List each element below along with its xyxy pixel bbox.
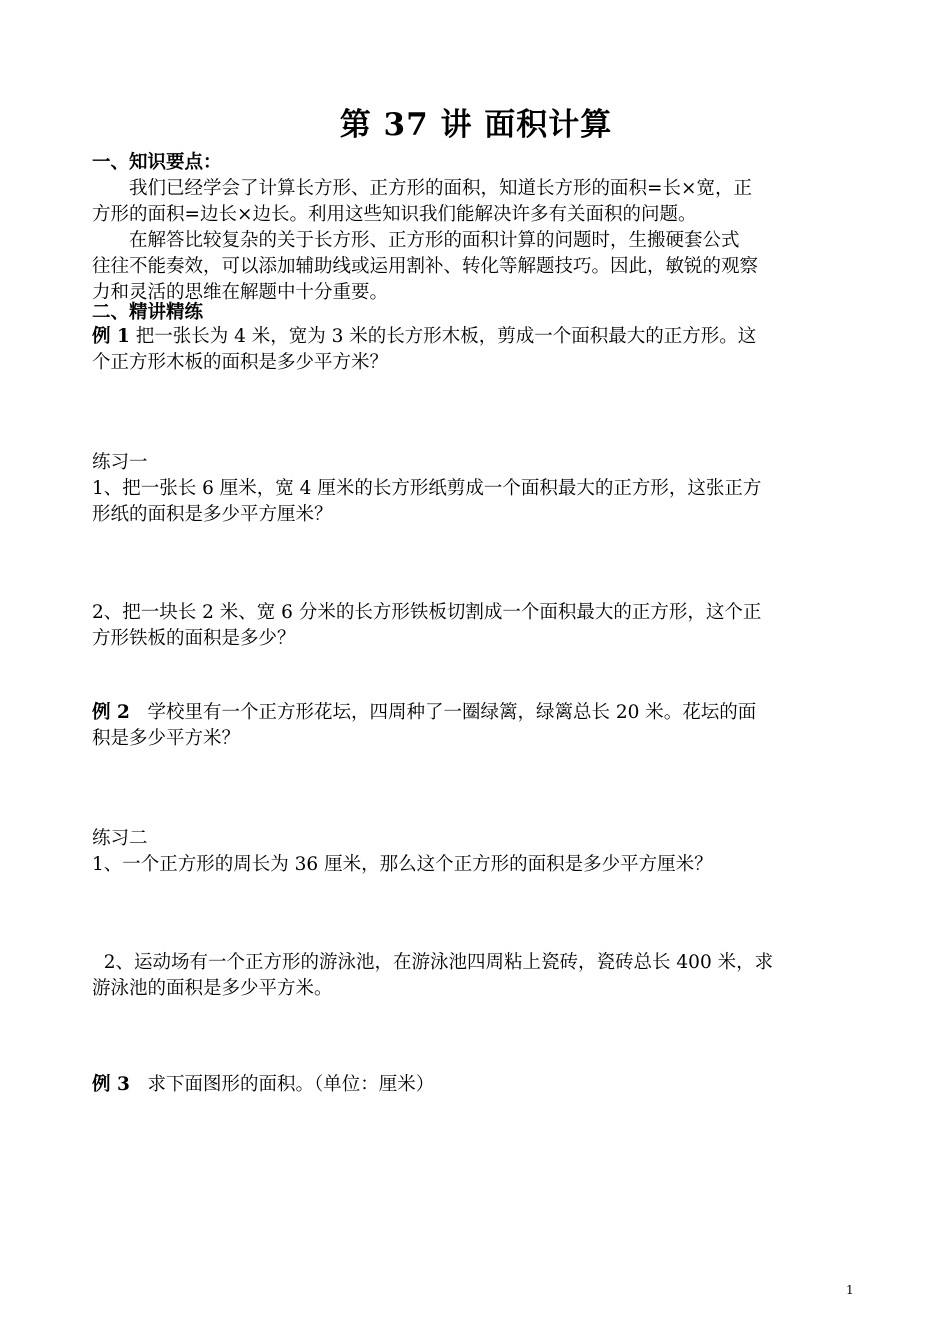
knowledge-para1-line2: 方形的面积=边长×边长。利用这些知识我们能解决许多有关面积的问题。 <box>92 204 697 225</box>
page-number: 1 <box>846 1283 854 1297</box>
example2-label: 例 2 <box>92 702 130 723</box>
practice2-q1-line1: 1、一个正方形的周长为 36 厘米，那么这个正方形的面积是多少平方厘米？ <box>92 854 713 875</box>
example2-line1 <box>92 700 860 726</box>
practice1-q1-line2: 形纸的面积是多少平方厘米？ <box>92 504 333 525</box>
example3-label: 例 3 <box>92 1074 130 1095</box>
example3-line1 <box>92 1072 860 1098</box>
example2-text: 学校里有一个正方形花坛，四周种了一圈绿篱，绿篱总长 20 米。花坛的面 <box>129 702 757 723</box>
knowledge-para1-line1: 我们已经学会了计算长方形、正方形的面积，知道长方形的面积=长×宽，正 <box>129 178 753 199</box>
practice2-q2-line2: 游泳池的面积是多少平方米。 <box>92 978 333 999</box>
example1-text: 把一张长为 4 米，宽为 3 米的长方形木板，剪成一个面积最大的正方形。这 <box>129 326 757 347</box>
example2-line2: 积是多少平方米？ <box>92 728 241 749</box>
knowledge-para2-line3: 力和灵活的思维在解题中十分重要。 <box>92 282 389 303</box>
example3-text: 求下面图形的面积。（单位：厘米） <box>129 1074 435 1095</box>
page-title: 第 37 讲 面积计算 <box>339 107 613 143</box>
section-heading-knowledge: 一、知识要点： <box>92 152 222 173</box>
example1-label: 例 1 <box>92 326 130 347</box>
example1-line1 <box>92 324 860 350</box>
practice2-q2-line1: 2、运动场有一个正方形的游泳池，在游泳池四周粘上瓷砖，瓷砖总长 400 米，求 <box>92 952 774 973</box>
practice1-q2-line1: 2、把一块长 2 米、宽 6 分米的长方形铁板切割成一个面积最大的正方形，这个正 <box>92 602 762 623</box>
example1-line2: 个正方形木板的面积是多少平方米？ <box>92 352 389 373</box>
document-page <box>92 0 860 1344</box>
knowledge-para2-line2: 往往不能奏效，可以添加辅助线或运用割补、转化等解题技巧。因此，敏锐的观察 <box>92 256 759 277</box>
practice1-q1-line1: 1、把一张长 6 厘米，宽 4 厘米的长方形纸剪成一个面积最大的正方形，这张正方 <box>92 478 762 499</box>
practice2-label: 练习二 <box>92 828 148 849</box>
practice1-label: 练习一 <box>92 452 148 473</box>
section-heading-practice: 二、精讲精练 <box>92 302 204 323</box>
practice1-q2-line2: 方形铁板的面积是多少？ <box>92 628 296 649</box>
knowledge-para2-line1: 在解答比较复杂的关于长方形、正方形的面积计算的问题时，生搬硬套公式 <box>129 230 740 251</box>
